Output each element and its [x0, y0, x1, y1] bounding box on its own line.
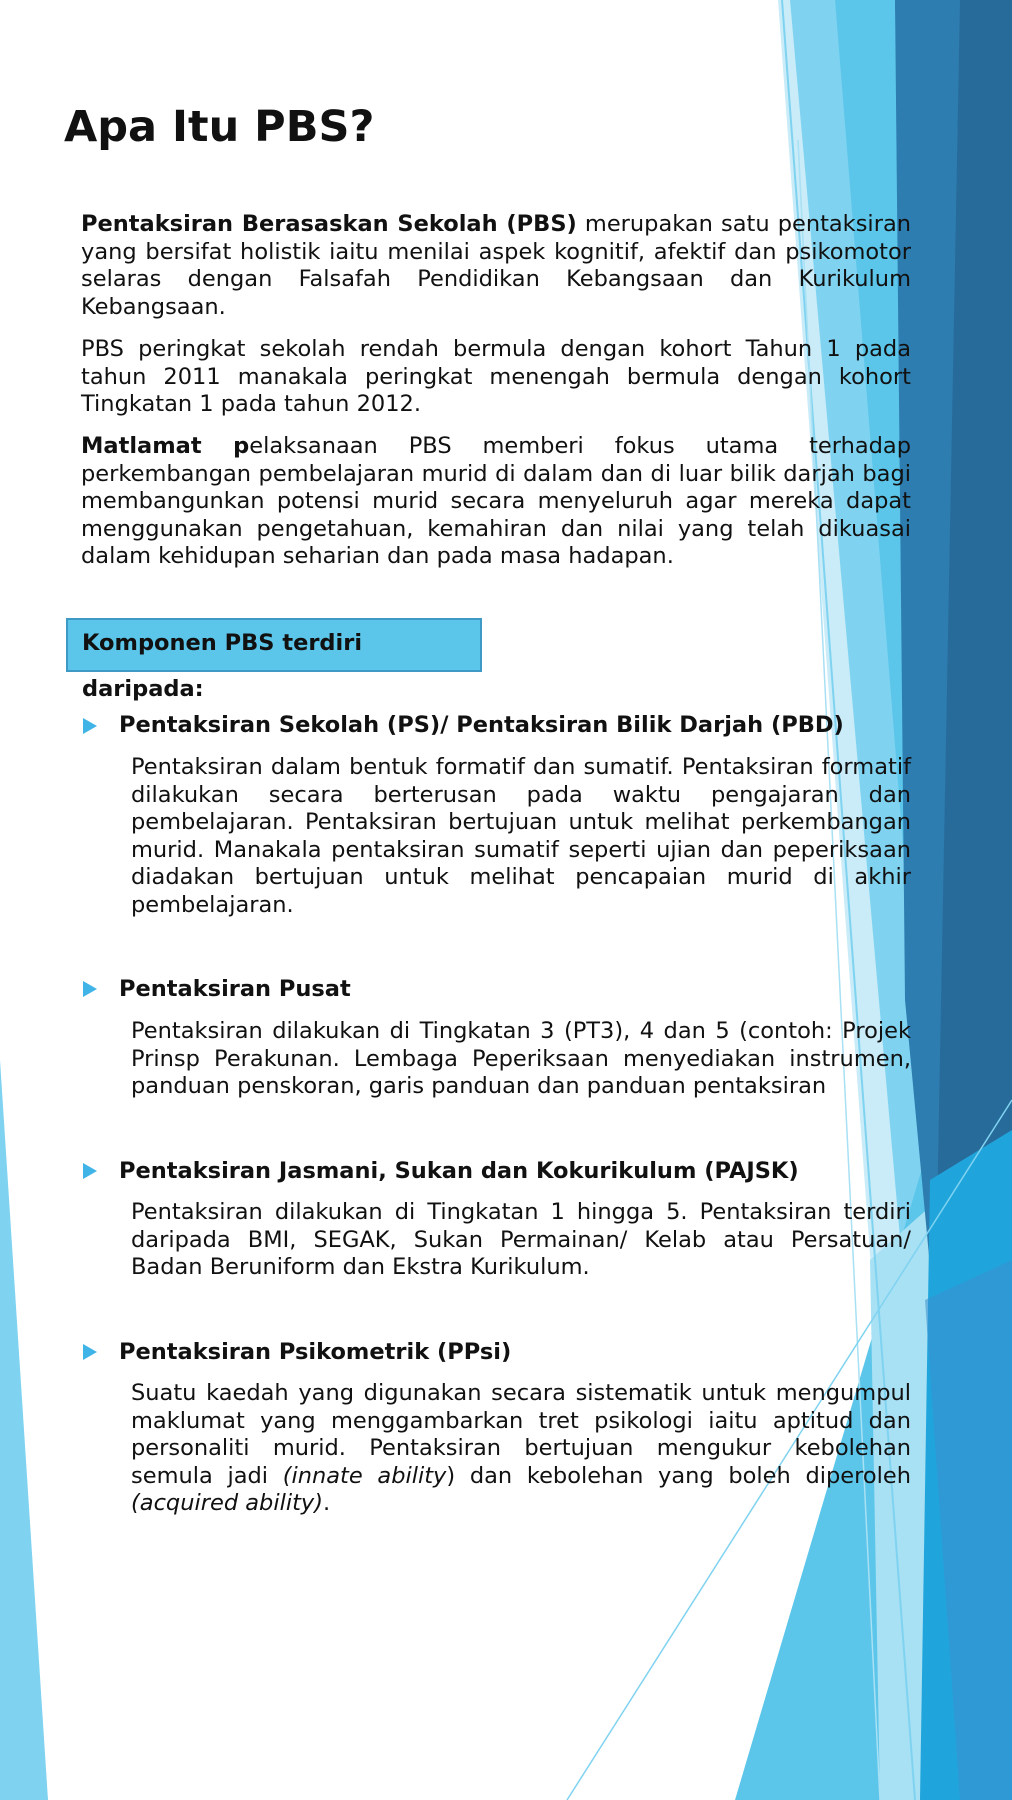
component-desc-ppsi — [131, 1380, 911, 1518]
component-desc-pusat: Pentaksiran dilakukan di Tingkatan 3 (PT3), 4 dan 5 (contoh: Projek Prinsp Perakunan. Lembaga Peperiksaan menyediakan instrumen, panduan penskoran, garis panduan dan panduan pentaksiran — [131, 1018, 911, 1099]
ppsi-acquired-ability: (acquired ability) — [131, 1490, 323, 1516]
intro-p3-bold: Matlamat p — [81, 433, 250, 459]
component-heading-pusat: Pentaksiran Pusat — [119, 976, 351, 1002]
bullet-arrow-icon — [83, 1344, 97, 1360]
components-callout: Komponen PBS terdiri daripada: — [66, 618, 482, 672]
ppsi-desc-part-c: ) dan kebolehan yang boleh diperoleh — [446, 1462, 911, 1489]
ppsi-desc-part-a: Suatu kaedah yang digunakan secara sistematik untuk mengumpul maklumat yang menggambarkan tret psikologi iaitu aptitud dan personaliti murid. Pentaksiran bertujuan mengukur kebolehan semula jadi — [131, 1380, 911, 1489]
intro-p3-text: elaksanaan PBS memberi fokus utama terhadap perkembangan pembelajaran murid di dalam dan di luar bilik darjah bagi membangunkan potensi murid secara menyeluruh agar mereka dapat menggunakan pengetahuan, kemahiran dan nilai yang telah dikuasai dalam kehidupan seharian dan pada masa hadapan. — [81, 433, 911, 569]
ppsi-innate-ability: (innate ability — [282, 1462, 447, 1489]
intro-p1-text: merupakan satu pentaksiran yang bersifat holistik iaitu menilai aspek kognitif, afektif dan psikomotor selaras dengan Falsafah Pendidikan Kebangsaan dan Kurikulum Kebangsaan. — [81, 211, 911, 320]
page-title: Apa Itu PBS? — [64, 102, 375, 152]
intro-paragraph-2: PBS peringkat sekolah rendah bermula dengan kohort Tahun 1 pada tahun 2011 manakala peringkat menengah bermula dengan kohort Tingkatan 1 pada tahun 2012. — [81, 336, 911, 417]
intro-paragraph-3 — [81, 433, 911, 571]
ppsi-desc-part-e: . — [323, 1490, 331, 1516]
intro-paragraph-1 — [81, 211, 911, 321]
bullet-arrow-icon — [83, 1163, 97, 1179]
component-heading-pajsk: Pentaksiran Jasmani, Sukan dan Kokurikulum (PAJSK) — [119, 1158, 799, 1184]
component-desc-ps-pbd: Pentaksiran dalam bentuk formatif dan sumatif. Pentaksiran formatif dilakukan secara berterusan pada waktu pengajaran dan pembelajaran. Pentaksiran bertujuan untuk melihat perkembangan murid. Manakala pentaksiran sumatif seperti ujian dan peperiksaan diadakan bertujuan untuk melihat pencapaian murid di akhir pembelajaran. — [131, 754, 911, 918]
intro-p1-bold: Pentaksiran Berasaskan Sekolah (PBS) — [81, 211, 577, 237]
component-desc-pajsk: Pentaksiran dilakukan di Tingkatan 1 hingga 5. Pentaksiran terdiri daripada BMI, SEGAK, Sukan Permainan/ Kelab atau Persatuan/ Badan Beruniform dan Ekstra Kurikulum. — [131, 1199, 911, 1280]
bullet-arrow-icon — [83, 981, 97, 997]
component-heading-ppsi: Pentaksiran Psikometrik (PPsi) — [119, 1339, 512, 1365]
bullet-arrow-icon — [83, 718, 97, 734]
component-heading-ps-pbd: Pentaksiran Sekolah (PS)/ Pentaksiran Bilik Darjah (PBD) — [119, 712, 844, 738]
